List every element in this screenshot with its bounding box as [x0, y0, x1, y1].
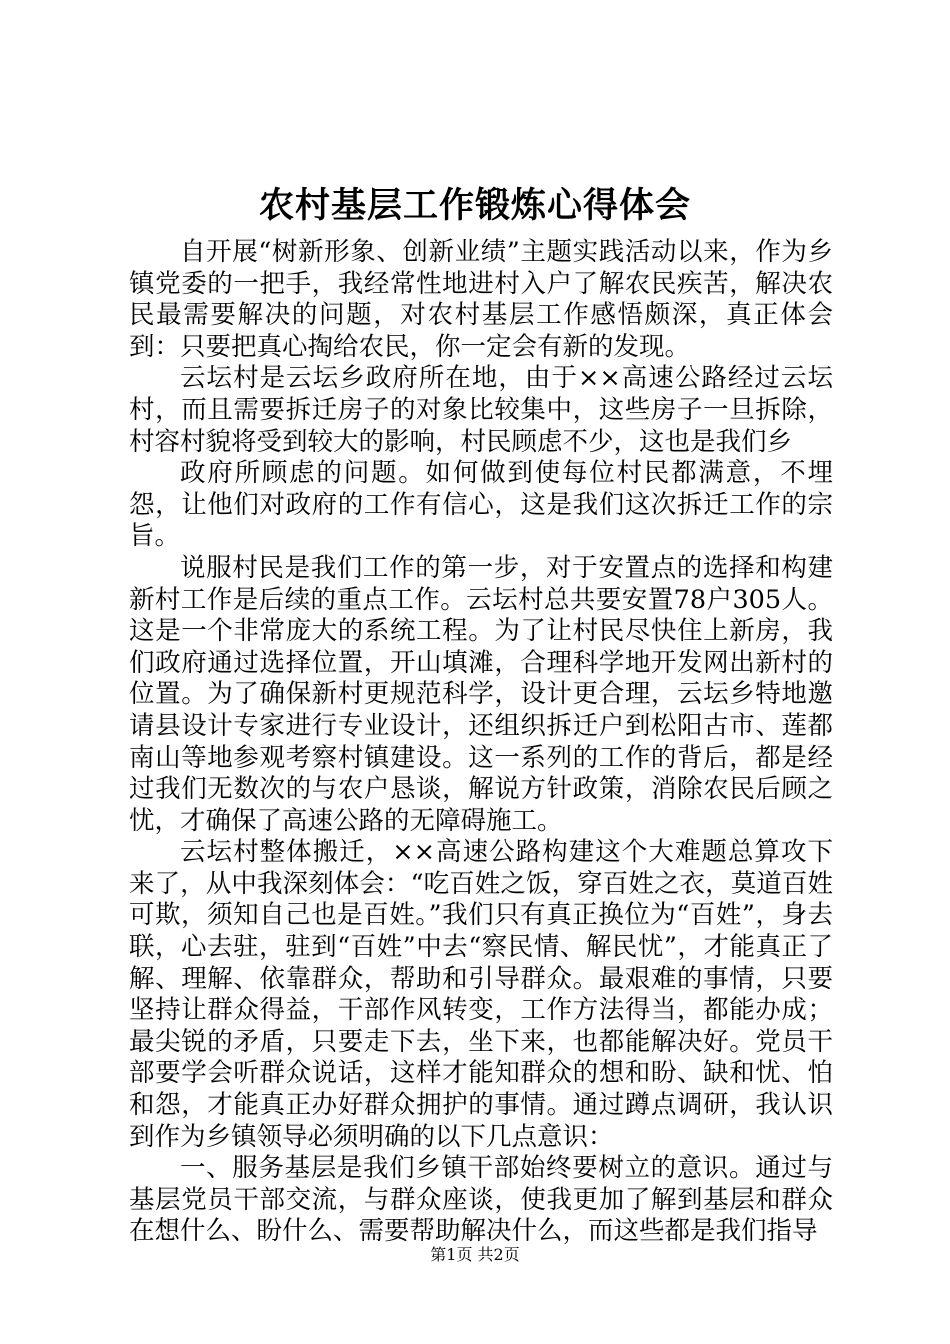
paragraph-6: 一、服务基层是我们乡镇干部始终要树立的意识。通过与基层党员干部交流，与群众座谈，使我更加了解到基层和群众在想什么、盼什么、需要帮助解决什么，而这些都是我们指导 [129, 1153, 833, 1247]
page-footer: 第1页 共2页 [430, 1245, 520, 1264]
paragraph-4: 说服村民是我们工作的第一步，对于安置点的选择和构建新村工作是后续的重点工作。云坛村总共要安置78户305人。这是一个非常庞大的系统工程。为了让村民尽快住上新房，我们政府通过选择位置，开山填滩，合理科学地开发网出新村的位置。为了确保新村更规范科学，设计更合理，云坛乡特地邀请县设计专家进行专业设计，还组织拆迁户到松阳古市、莲都南山等地参观考察村镇建设。这一系列的工作的背后，都是经过我们无数次的与农户恳谈，解说方针政策，消除农民后顾之忧，才确保了高速公路的无障碍施工。 [129, 552, 833, 836]
document-title: 农村基层工作锻炼心得体会 [258, 185, 691, 226]
paragraph-1: 自开展“树新形象、创新业绩”主题实践活动以来，作为乡镇党委的一把手，我经常性地进村入户了解农民疾苦，解决农民最需要解决的问题，对农村基层工作感悟颇深，真正体会到：只要把真心掏给农民，你一定会有新的发现。 [129, 237, 833, 362]
paragraph-2: 云坛村是云坛乡政府所在地，由于××高速公路经过云坛村，而且需要拆迁房子的对象比较集中，这些房子一旦拆除，村容村貌将受到较大的影响，村民顾虑不少，这也是我们乡 [129, 363, 833, 457]
document-body [129, 237, 833, 1248]
paragraph-3: 政府所顾虑的问题。如何做到使每位村民都满意，不埋怨，让他们对政府的工作有信心，这是我们这次拆迁工作的宗旨。 [129, 458, 833, 552]
paragraph-5: 云坛村整体搬迁，××高速公路构建这个大难题总算攻下来了，从中我深刻体会：“吃百姓之饭，穿百姓之衣，莫道百姓可欺，须知自己也是百姓。”我们只有真正换位为“百姓”，身去联，心去驻，驻到“百姓”中去“察民情、解民忧”，才能真正了解、理解、依靠群众，帮助和引导群众。最艰难的事情，只要坚持让群众得益，干部作风转变，工作方法得当，都能办成；最尖锐的矛盾，只要走下去，坐下来，也都能解决好。党员干部要学会听群众说话，这样才能知群众的想和盼、缺和忧、怕和怨，才能真正办好群众拥护的事情。通过蹲点调研，我认识到作为乡镇领导必须明确的以下几点意识： [129, 837, 833, 1152]
